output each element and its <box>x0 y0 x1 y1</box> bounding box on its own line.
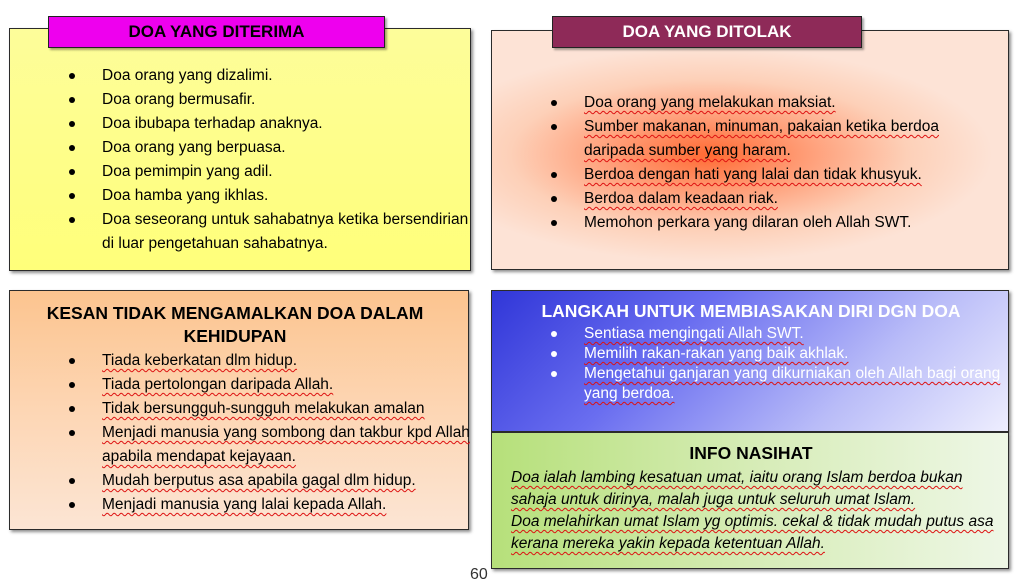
list-item: Doa seseorang untuk sahabatnya ketika bersendirian di luar pengetahuan sahabatnya. <box>50 208 470 256</box>
list-item: Tiada pertolongan daripada Allah. <box>50 373 470 397</box>
list-item: Sentiasa mengingati Allah SWT. <box>532 324 1002 344</box>
list-item: Tiada keberkatan dlm hidup. <box>50 349 470 373</box>
rejected-prayers-title: DOA YANG DITOLAK <box>552 16 862 48</box>
steps-list <box>532 324 1002 404</box>
accepted-prayers-box <box>9 28 471 271</box>
list-item: Berdoa dalam keadaan riak. <box>532 187 1002 211</box>
list-item: Memilih rakan-rakan yang baik akhlak. <box>532 344 1002 364</box>
list-item: Menjadi manusia yang sombong dan takbur kpd Allah apabila mendapat kejayaan. <box>50 421 470 469</box>
accepted-prayers-list <box>50 64 470 256</box>
page-number: 60 <box>470 566 488 583</box>
list-item: Doa orang yang melakukan maksiat. <box>532 91 1002 115</box>
list-item: Doa orang bermusafir. <box>50 88 470 112</box>
rejected-prayers-list <box>532 91 1002 235</box>
list-item: Berdoa dengan hati yang lalai dan tidak khusyuk. <box>532 163 1002 187</box>
list-item: Tidak bersungguh-sungguh melakukan amalan <box>50 397 470 421</box>
advice-text <box>511 467 1001 555</box>
steps-title: LANGKAH UNTUK MEMBIASAKAN DIRI DGN DOA <box>541 301 961 321</box>
advice-line-2: Doa melahirkan umat Islam yg optimis. cekal & tidak mudah putus asa kerana mereka yakin kepada ketentuan Allah. <box>511 513 994 552</box>
list-item: Mudah berputus asa apabila gagal dlm hidup. <box>50 469 470 493</box>
list-item: Doa orang yang dizalimi. <box>50 64 470 88</box>
effects-list <box>50 349 470 517</box>
list-item: Doa orang yang berpuasa. <box>50 136 470 160</box>
advice-title: INFO NASIHAT <box>689 443 813 463</box>
list-item: Doa ibubapa terhadap anaknya. <box>50 112 470 136</box>
advice-line-1: Doa ialah lambing kesatuan umat, iaitu orang Islam berdoa bukan sahaja untuk dirinya, malah juga untuk seluruh umat Islam. <box>511 469 963 508</box>
advice-box <box>491 432 1009 569</box>
list-item: Mengetahui ganjaran yang dikurniakan oleh Allah bagi orang yang berdoa. <box>532 364 1002 404</box>
list-item: Sumber makanan, minuman, pakaian ketika berdoa daripada sumber yang haram. <box>532 115 1002 163</box>
list-item: Memohon perkara yang dilaran oleh Allah SWT. <box>532 211 1002 235</box>
effects-box <box>9 290 469 530</box>
effects-title: KESAN TIDAK MENGAMALKAN DOA DALAM KEHIDUPAN <box>46 303 424 346</box>
list-item: Menjadi manusia yang lalai kepada Allah. <box>50 493 470 517</box>
accepted-prayers-title: DOA YANG DITERIMA <box>48 16 385 48</box>
list-item: Doa pemimpin yang adil. <box>50 160 470 184</box>
rejected-prayers-box <box>491 30 1009 270</box>
list-item: Doa hamba yang ikhlas. <box>50 184 470 208</box>
steps-box <box>491 290 1009 432</box>
